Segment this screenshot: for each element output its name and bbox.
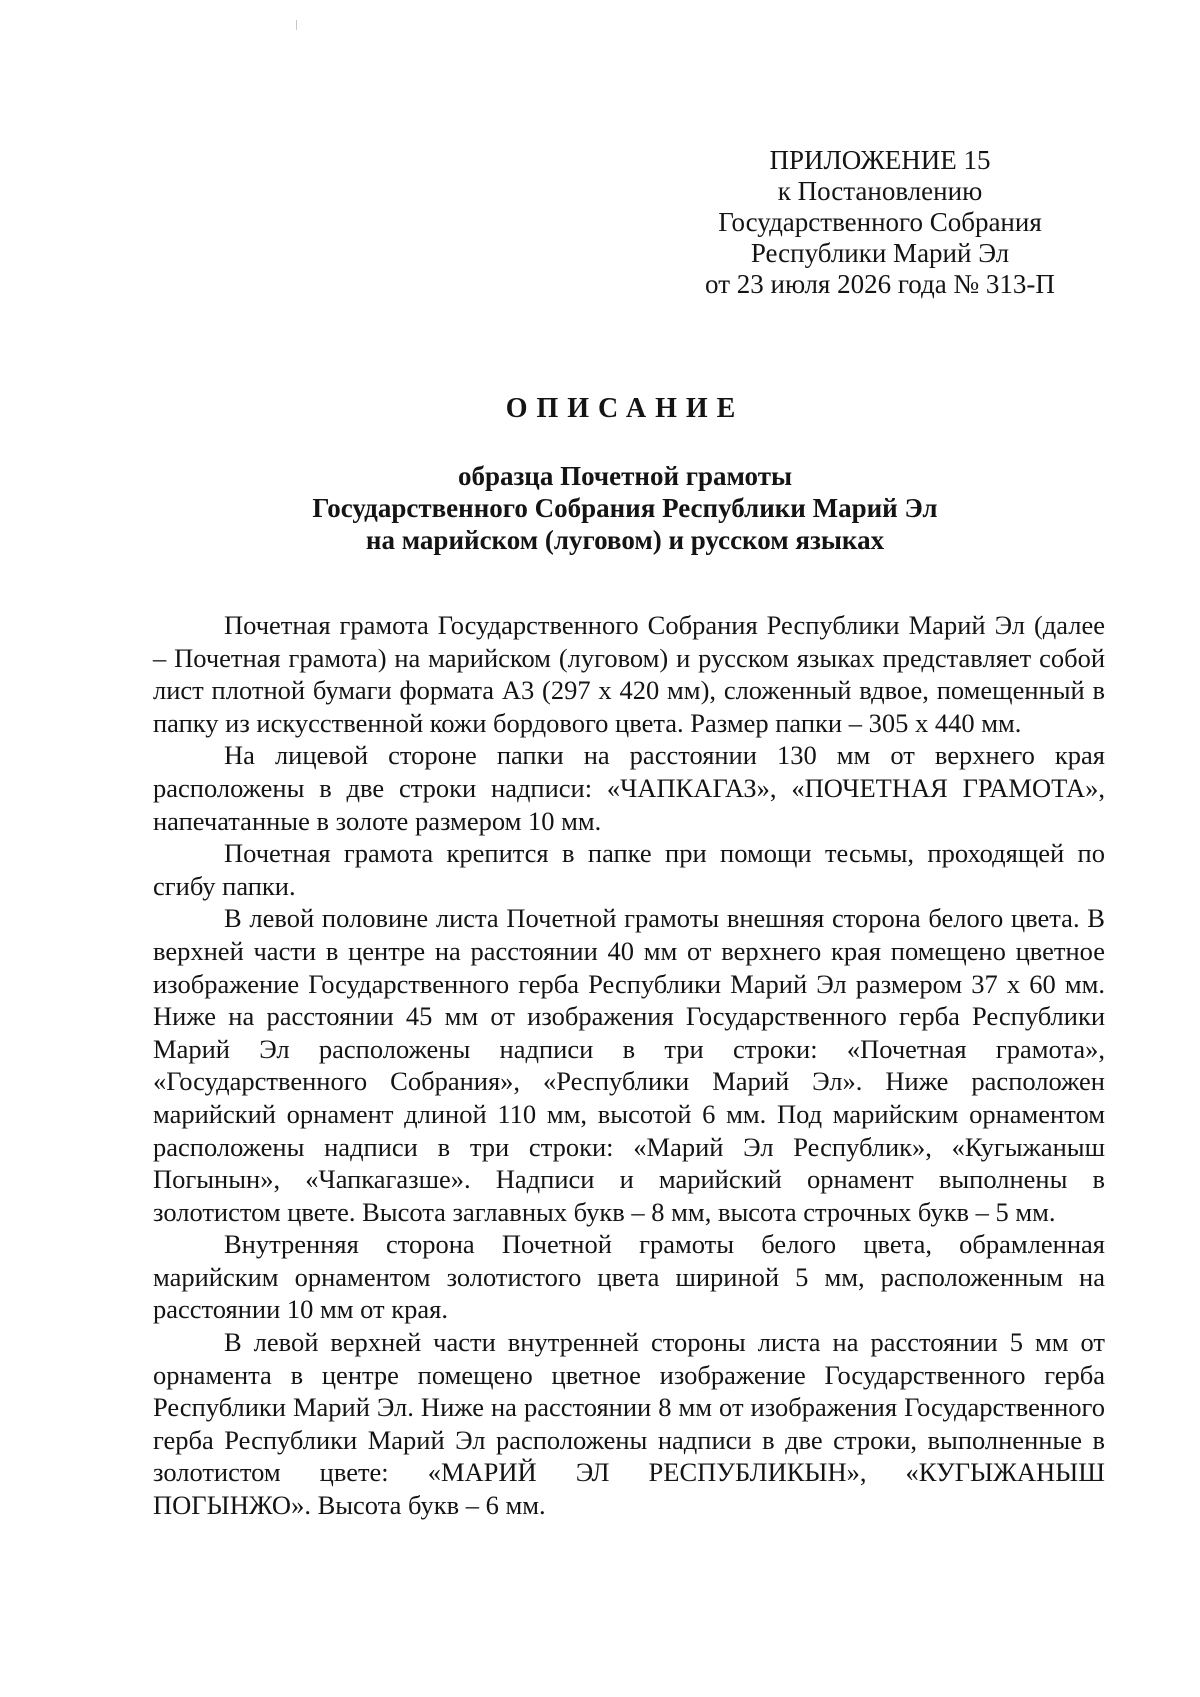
subtitle-line: на марийском (луговом) и русском языках	[365, 525, 885, 555]
document-body	[153, 609, 1105, 1522]
paragraph: В левой половине листа Почетной грамоты внешняя сторона белого цвета. В верхней части в центре на расстоянии 40 мм от верхнего края помещено цветное изображение Государственного герба Республики Марий Эл размером 37 х 60 мм. Ниже на расстоянии 45 мм от изображения Государственного герба Республики Марий Эл расположены надписи в три строки: «Почетная грамота», «Государственного Собрания», «Республики Марий Эл». Ниже расположен марийский орнамент длиной 110 мм, высотой 6 мм. Под марийским орнаментом расположены надписи в три строки: «Марий Эл Республик», «Кугыжаныш Погынын», «Чапкагазше». Надписи и марийский орнамент выполнены в золотистом цвете. Высота заглавных букв – 8 мм, высота строчных букв – 5 мм.	[153, 903, 1105, 1227]
paragraph: В левой верхней части внутренней стороны листа на расстоянии 5 мм от орнамента в центре помещено цветное изображение Государственного герба Республики Марий Эл. Ниже на расстоянии 8 мм от изображения Государственного герба Республики Марий Эл расположены надписи в две строки, выполненные в золотистом цвете: «МАРИЙ ЭЛ РЕСПУБЛИКЫН», «КУГЫЖАНЫШ ПОГЫНЖО». Высота букв – 6 мм.	[153, 1327, 1105, 1521]
paragraph: Почетная грамота крепится в папке при помощи тесьмы, проходящей по сгибу папки.	[153, 838, 1105, 901]
appendix-ref-line: Республики Марий Эл	[750, 238, 1010, 268]
appendix-header	[660, 145, 1100, 300]
subtitle-line: Государственного Собрания Республики Марий Эл	[312, 493, 938, 523]
appendix-ref-line: к Постановлению	[777, 176, 983, 206]
document-title: ОПИСАНИЕ	[505, 393, 745, 424]
appendix-ref-line: Государственного Собрания	[718, 207, 1042, 237]
scan-speck	[296, 20, 297, 30]
document-subtitle	[200, 460, 1050, 556]
paragraph: Почетная грамота Государственного Собрания Республики Марий Эл (далее – Почетная грамота) на марийском (луговом) и русском языках представляет собой лист плотной бумаги формата А3 (297 х 420 мм), сложенный вдвое, помещенный в папку из искусственной кожи бордового цвета. Размер папки – 305 х 440 мм.	[153, 610, 1105, 738]
appendix-date-number: от 23 июля 2026 года № 313-П	[705, 269, 1055, 299]
subtitle-line: образца Почетной грамоты	[457, 461, 793, 491]
appendix-number: ПРИЛОЖЕНИЕ 15	[769, 145, 991, 175]
paragraph: Внутренняя сторона Почетной грамоты белого цвета, обрамленная марийским орнаментом золотистого цвета шириной 5 мм, расположенным на расстоянии 10 мм от края.	[153, 1229, 1105, 1325]
paragraph: На лицевой стороне папки на расстоянии 130 мм от верхнего края расположены в две строки надписи: «ЧАПКАГАЗ», «ПОЧЕТНАЯ ГРАМОТА», напечатанные в золоте размером 10 мм.	[153, 740, 1105, 836]
